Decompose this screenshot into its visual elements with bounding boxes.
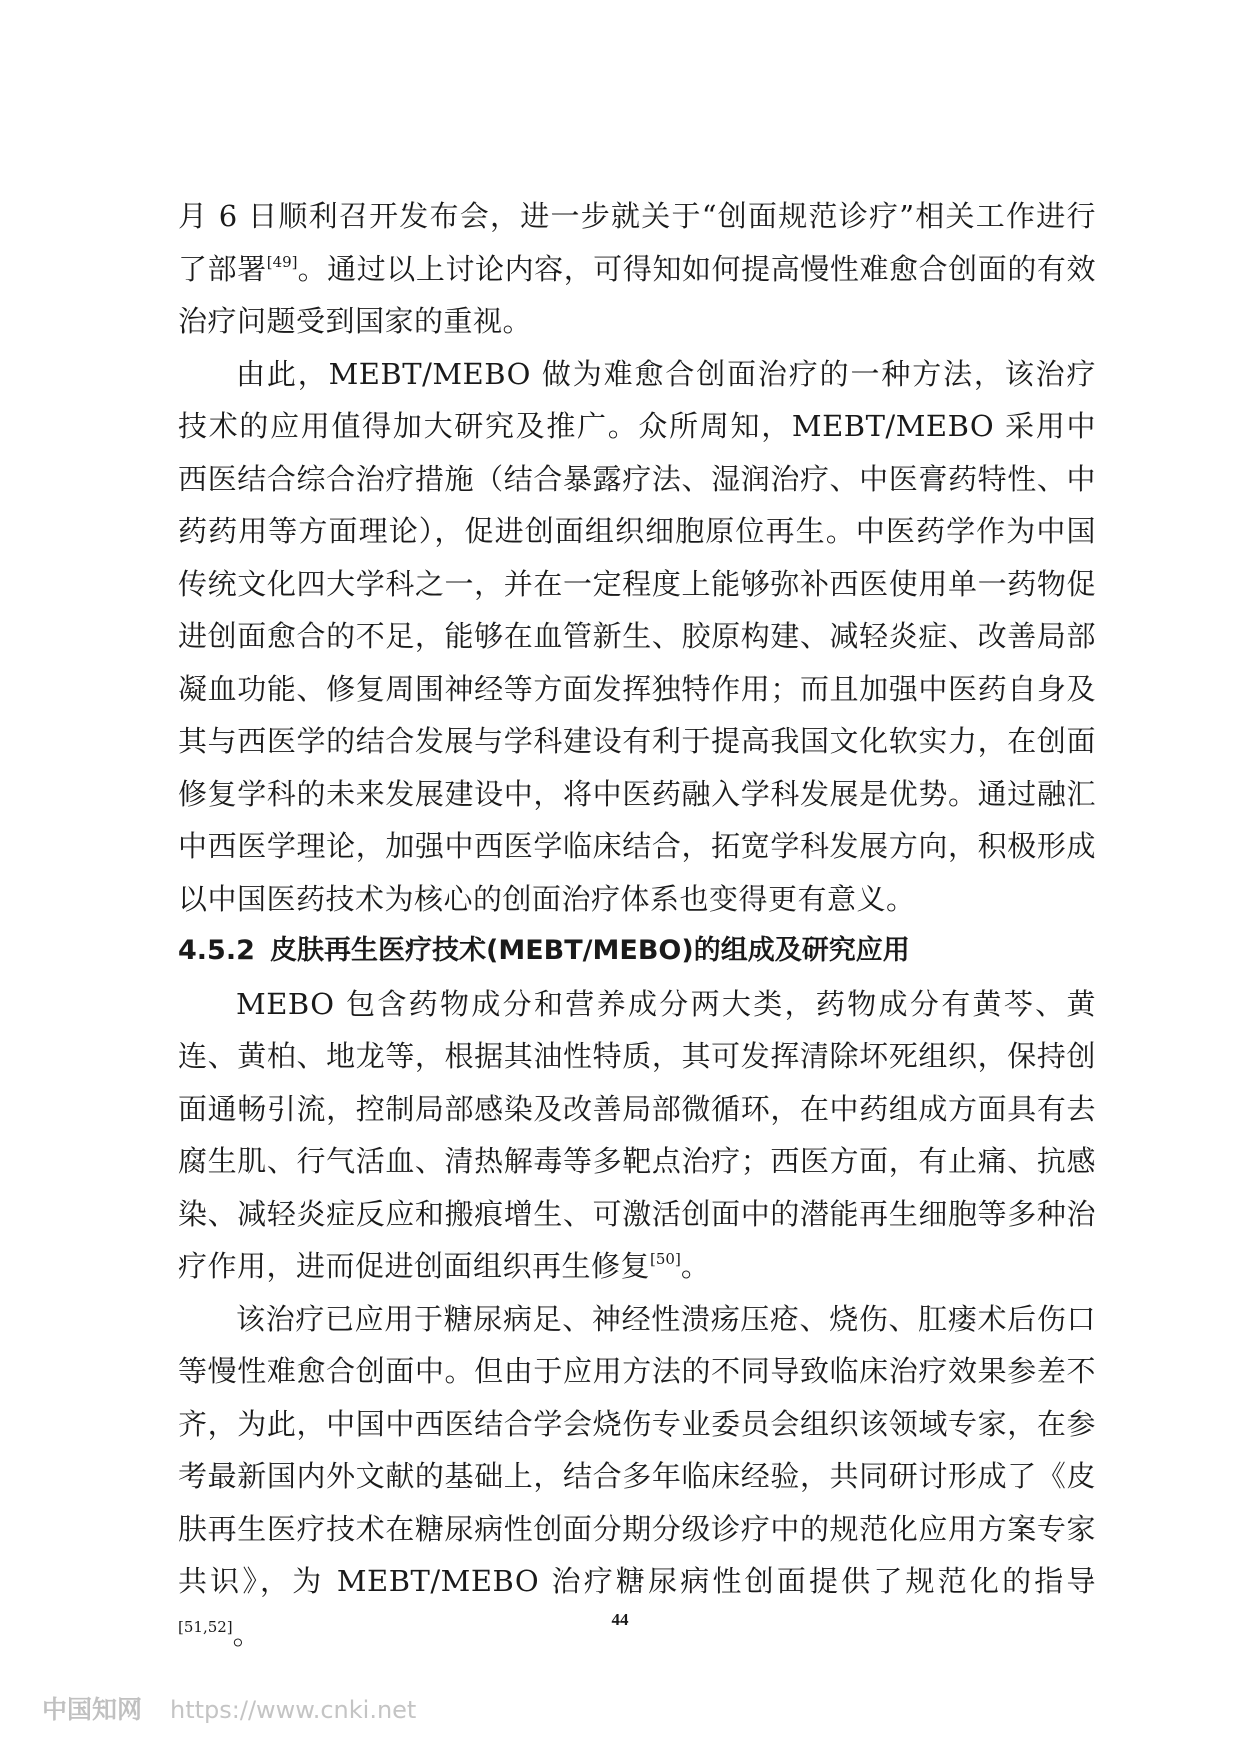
section-heading bbox=[178, 925, 1096, 978]
paragraph-1 bbox=[178, 190, 1096, 348]
cnki-watermark bbox=[42, 1690, 416, 1726]
text-run: 由此，MEBT/MEBO 做为难愈合创面治疗的一种方法，该治疗技术的应用值得加大研究及推广。众所周知，MEBT/MEBO 采用中西医结合综合治疗措施（结合暴露疗法、湿润治疗、中医膏药特性、中药药用等方面理论），促进创面组织细胞原位再生。中医药学作为中国传统文化四大学科之一，并在一定程度上能够弥补西医使用单一药物促进创面愈合的不足，能够在血管新生、胶原构建、减轻炎症、改善局部凝血功能、修复周围神经等方面发挥独特作用；而且加强中医药自身及其与西医学的结合发展与学科建设有利于提高我国文化软实力，在创面修复学科的未来发展建设中，将中医药融入学科发展是优势。通过融汇中西医学理论，加强中西医学临床结合，拓宽学科发展方向，积极形成以中国医药技术为核心的创面治疗体系也变得更有意义。 bbox=[178, 356, 1096, 916]
paragraph-2 bbox=[178, 348, 1096, 926]
page-number: 44 bbox=[611, 1610, 629, 1629]
citation-ref[interactable]: [49] bbox=[266, 252, 298, 271]
section-title: 皮肤再生医疗技术(MEBT/MEBO)的组成及研究应用 bbox=[270, 935, 910, 966]
text-run: 。 bbox=[232, 1616, 263, 1651]
text-run: MEBO 包含药物成分和营养成分两大类，药物成分有黄芩、黄连、黄柏、地龙等，根据其油性特质，其可发挥清除坏死组织，保持创面通畅引流，控制局部感染及改善局部微循环，在中药组成方面具有去腐生肌、行气活血、清热解毒等多靶点治疗；西医方面，有止痛、抗感染、减轻炎症反应和搬痕增生、可激活创面中的潜能再生细胞等多种治疗作用，进而促进创面组织再生修复 bbox=[178, 986, 1096, 1283]
watermark-name: 中国知网 bbox=[42, 1695, 143, 1724]
text-run: 该治疗已应用于糖尿病足、神经性溃疡压疮、烧伤、肛瘘术后伤口等慢性难愈合创面中。但由于应用方法的不同导致临床治疗效果参差不齐，为此，中国中西医结合学会烧伤专业委员会组织该领域专家，在参考最新国内外文献的基础上，结合多年临床经验，共同研讨形成了《皮肤再生医疗技术在糖尿病性创面分期分级诊疗中的规范化应用方案专家共识》，为 MEBT/MEBO 治疗糖尿病性创面提供了规范化的指导 bbox=[178, 1301, 1096, 1598]
paragraph-3 bbox=[178, 978, 1096, 1293]
citation-ref[interactable]: [50] bbox=[650, 1250, 681, 1268]
text-run: 。通过以上讨论内容，可得知如何提高慢性难愈合创面的有效治疗问题受到国家的重视。 bbox=[178, 251, 1096, 338]
paragraph-4 bbox=[178, 1293, 1096, 1661]
page-body bbox=[178, 190, 1096, 1660]
watermark-url[interactable]: https://www.cnki.net bbox=[170, 1696, 417, 1724]
text-run: 月 6 日顺利召开发布会，进一步就关于“创面规范诊疗”相关工作进行了部署 bbox=[178, 199, 1096, 286]
text-run: 。 bbox=[680, 1249, 711, 1283]
section-number: 4.5.2 bbox=[178, 935, 255, 966]
citation-ref[interactable]: [51,52] bbox=[178, 1617, 233, 1636]
